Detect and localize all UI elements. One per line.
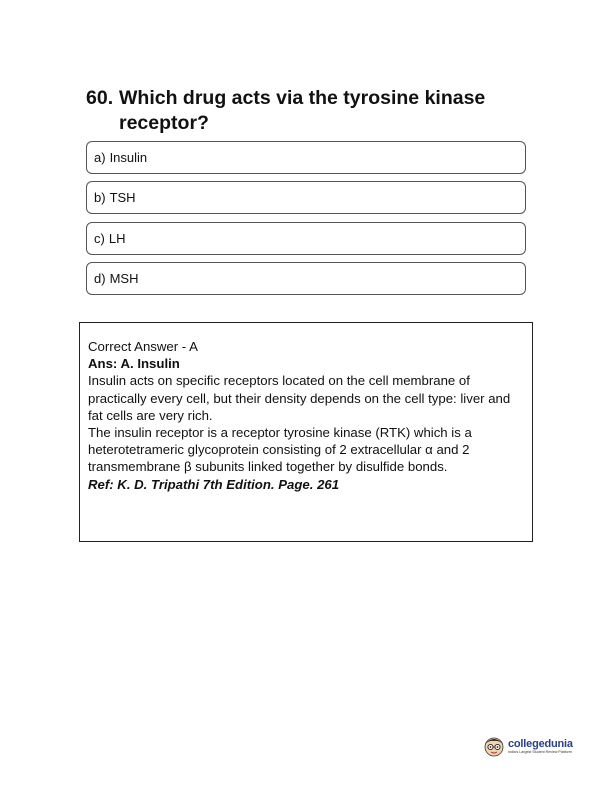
- option-d[interactable]: [86, 262, 526, 295]
- option-a[interactable]: [86, 141, 526, 174]
- option-letter: d): [94, 270, 106, 286]
- question-number: 60.: [86, 87, 114, 109]
- option-letter: b): [94, 190, 106, 206]
- logo-name: collegedunia: [508, 737, 573, 750]
- option-text: TSH: [109, 190, 136, 206]
- option-text: Insulin: [109, 150, 148, 165]
- option-letter: c): [94, 230, 105, 246]
- collegedunia-logo: [482, 729, 582, 763]
- option-text: LH: [108, 230, 126, 246]
- mascot-icon: [482, 734, 506, 758]
- answer-explanation-box: [79, 322, 533, 542]
- question-text: Which drug acts via the tyrosine kinase receptor?: [119, 87, 486, 134]
- option-letter: a): [94, 150, 106, 165]
- explanation-paragraph-1: Insulin acts on specific receptors located on the cell membrane of practically every cell, but their density depends on the cell type: liver and fat cells are very rich.: [88, 373, 511, 423]
- option-text: MSH: [109, 270, 139, 286]
- option-c[interactable]: [86, 222, 526, 255]
- logo-tagline: India's Largest Student Review Platform: [508, 749, 572, 754]
- option-b[interactable]: [86, 181, 526, 214]
- reference-line: Ref: K. D. Tripathi 7th Edition. Page. 261: [88, 476, 340, 492]
- explanation-paragraph-2: The insulin receptor is a receptor tyrosine kinase (RTK) which is a heterotetrameric glycoprotein consisting of 2 extracellular α and 2 transmembrane β subunits linked together by disulfide bonds.: [88, 425, 472, 475]
- correct-answer-label: Correct Answer - A: [88, 339, 198, 354]
- question-heading: [86, 86, 526, 136]
- options-list: [86, 141, 526, 302]
- answer-line: Ans: A. Insulin: [88, 356, 180, 372]
